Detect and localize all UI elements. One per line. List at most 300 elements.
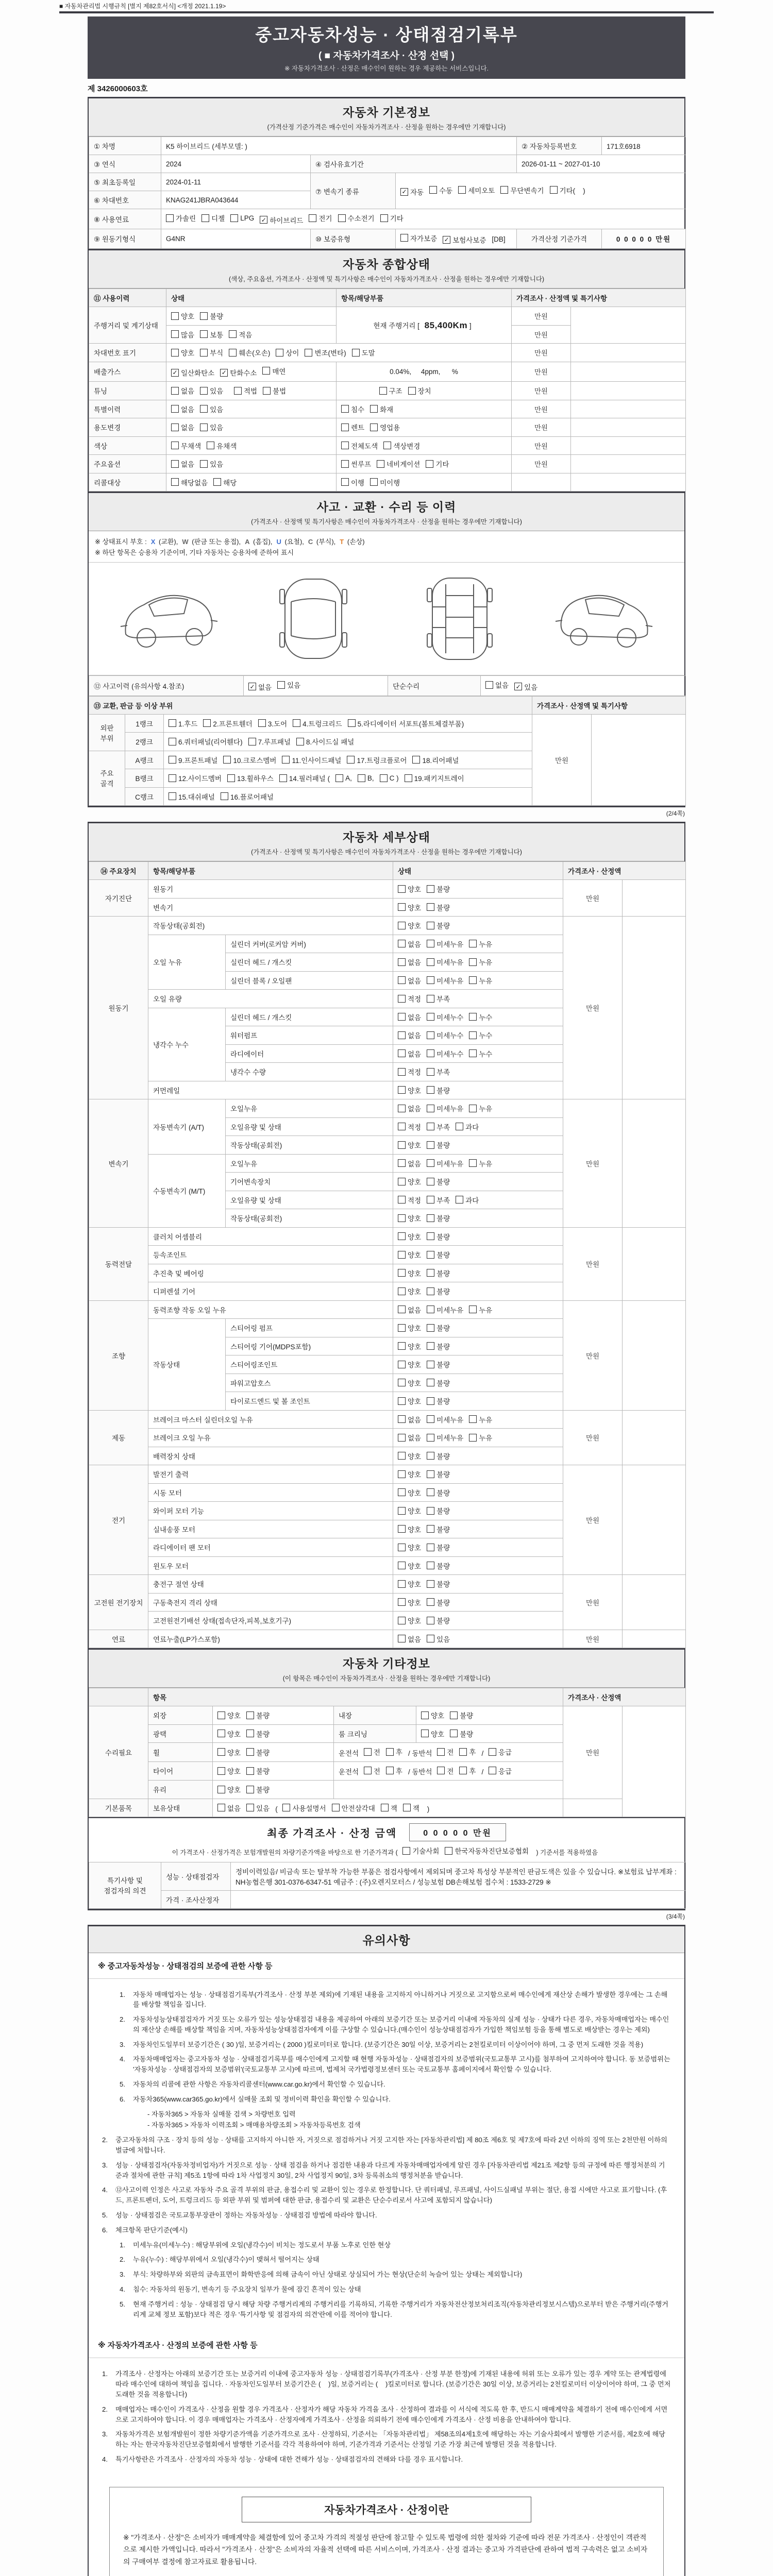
checkbox-option[interactable]: [485, 680, 509, 690]
checkbox-option[interactable]: [429, 185, 452, 195]
checkbox-label: 불량: [436, 1251, 450, 1259]
checkbox-option[interactable]: [427, 1213, 450, 1223]
checkbox-option[interactable]: [421, 1710, 444, 1720]
checkbox-option[interactable]: [427, 1615, 450, 1625]
checkbox-option[interactable]: [398, 1030, 421, 1040]
checkbox-option[interactable]: [469, 1048, 492, 1059]
form-cell: 정비이력있음/ 비금속 또는 탈부착 가능한 부품은 점검사항에서 제외되며 중고차 특성상 부분적인 판금도색은 있을 수 있습니다. ※보험료 납부계좌 : NH농협은행 301-0376-6347-51 예금주 : (주)오렌지모터스 / 성능보험 DB손해보험 접수처 : 1533-2729 ※: [231, 1862, 686, 1890]
checkbox-icon: [217, 1730, 225, 1737]
checkbox-option[interactable]: [169, 718, 197, 728]
checkbox-icon: [427, 1068, 434, 1076]
checkbox-option[interactable]: [427, 1231, 450, 1242]
checkbox-option[interactable]: [282, 755, 341, 765]
form-cell: 기어변속장치: [226, 1173, 393, 1191]
checkbox-option[interactable]: [171, 459, 194, 469]
checkbox-label: 색상변경: [393, 442, 421, 450]
checkbox-option[interactable]: [427, 1122, 450, 1132]
checkbox-option[interactable]: [221, 791, 274, 802]
checkbox-option[interactable]: [171, 422, 194, 432]
checkbox-label: 불량: [436, 1526, 450, 1534]
checkbox-option[interactable]: [398, 1634, 421, 1644]
checkbox-icon: [427, 1196, 434, 1204]
checkbox-option[interactable]: [427, 1158, 463, 1168]
checkbox-option[interactable]: [445, 1845, 528, 1856]
checkbox-option[interactable]: [398, 1158, 421, 1168]
checkbox-option[interactable]: [426, 459, 449, 469]
checkbox-option[interactable]: [427, 1030, 463, 1040]
checkbox-option[interactable]: [550, 185, 585, 195]
other-info-subtitle: (이 항목은 매수인이 자동차가격조사 · 산정을 원하는 경우에만 기재합니다): [282, 1675, 491, 1682]
checkbox-group-cell: [166, 307, 337, 326]
form-cell: 특기사항 및 점검자의 의견: [89, 1862, 161, 1908]
checkbox-option[interactable]: [370, 422, 400, 432]
checkbox-label: 불량: [436, 904, 450, 912]
checkbox-option[interactable]: [398, 920, 421, 930]
checkbox-option[interactable]: [246, 1710, 270, 1720]
checkbox-option[interactable]: [427, 1268, 450, 1278]
form-cell: 만원: [512, 455, 571, 473]
checkbox-option[interactable]: [380, 774, 399, 782]
checkbox-option[interactable]: [309, 213, 332, 223]
checkbox-option[interactable]: [398, 1524, 421, 1534]
form-cell: 만원: [512, 344, 571, 362]
checkbox-option[interactable]: [427, 957, 463, 967]
checkbox-option[interactable]: [341, 440, 378, 451]
checkbox-option[interactable]: [427, 1378, 450, 1388]
checkbox-option[interactable]: [437, 1766, 453, 1776]
checkbox-option[interactable]: [427, 1487, 450, 1498]
checkbox-option[interactable]: [412, 755, 459, 765]
checkbox-option[interactable]: [364, 1747, 380, 1757]
checkbox-option[interactable]: [335, 774, 352, 782]
checkbox-label: 양호: [408, 1398, 422, 1405]
checkbox-option[interactable]: [427, 1286, 450, 1296]
checkbox-option[interactable]: [246, 1766, 270, 1776]
checkbox-option[interactable]: [469, 939, 492, 949]
checkbox-option[interactable]: [380, 213, 404, 223]
checkbox-option[interactable]: [398, 1597, 421, 1607]
form-cell: [512, 473, 571, 492]
checkbox-option[interactable]: [402, 1845, 439, 1856]
checkbox-option[interactable]: [427, 939, 463, 949]
checkbox-option[interactable]: [400, 187, 424, 197]
checkbox-option[interactable]: [386, 1747, 402, 1757]
checkbox-option[interactable]: [347, 755, 407, 765]
checkbox-option[interactable]: [427, 1524, 450, 1534]
checkbox-option[interactable]: [246, 1784, 270, 1794]
checkbox-option[interactable]: [427, 993, 450, 1004]
checkbox-icon: [427, 1159, 434, 1167]
checkbox-option[interactable]: [458, 185, 495, 195]
checkbox-label: 후: [469, 1767, 476, 1775]
checkbox-option[interactable]: [427, 1323, 450, 1333]
checkbox-option[interactable]: [227, 773, 274, 783]
checkbox-option[interactable]: [398, 1304, 421, 1315]
checkbox-option[interactable]: [398, 1140, 421, 1150]
checkbox-option[interactable]: [427, 1304, 463, 1315]
checkbox-option[interactable]: [427, 1542, 450, 1552]
checkbox-option[interactable]: [229, 347, 270, 358]
checkbox-option[interactable]: [427, 1249, 450, 1260]
checkbox-option[interactable]: [398, 1176, 421, 1187]
checkbox-option[interactable]: [427, 1103, 463, 1113]
checkbox-option[interactable]: [459, 1766, 476, 1776]
cell-text: 이 가격조사 · 산정가격은 보험개발원의 차량기준가액을 바탕으로 한 기준가격과 (: [172, 1849, 400, 1856]
checkbox-option[interactable]: [398, 1615, 421, 1625]
checkbox-label: 불량: [256, 1712, 270, 1720]
checkbox-option[interactable]: [427, 1634, 450, 1644]
checkbox-option[interactable]: [398, 957, 421, 967]
device-group-label: 동력전달: [89, 1227, 148, 1300]
checkbox-option[interactable]: [398, 1451, 421, 1461]
checkbox-icon: [398, 1507, 406, 1515]
checkbox-icon: [398, 1470, 406, 1478]
checkbox-option[interactable]: [398, 1231, 421, 1242]
checkbox-option[interactable]: [398, 902, 421, 912]
checkbox-option[interactable]: [398, 939, 421, 949]
checkbox-group-cell: [393, 1099, 563, 1118]
checkbox-option[interactable]: [370, 477, 400, 487]
checkbox-option[interactable]: [427, 1451, 450, 1461]
checkbox-option[interactable]: [248, 736, 291, 747]
checkbox-option[interactable]: [234, 385, 257, 396]
checkbox-label: 양호: [408, 922, 422, 930]
checkbox-icon: [427, 1544, 434, 1551]
checkbox-option[interactable]: [364, 1766, 380, 1776]
checkbox-option[interactable]: [398, 1487, 421, 1498]
checkbox-option[interactable]: [200, 459, 223, 469]
checkbox-option[interactable]: [171, 477, 208, 487]
checkbox-option[interactable]: [405, 773, 464, 783]
checkbox-option[interactable]: [398, 1341, 421, 1351]
checkbox-option[interactable]: [341, 459, 371, 469]
checkbox-label: 가솔린: [176, 215, 196, 223]
checkbox-option[interactable]: [427, 1432, 463, 1443]
checkbox-option[interactable]: [403, 1803, 419, 1813]
checkbox-option[interactable]: [341, 404, 364, 414]
checkbox-option[interactable]: [398, 1561, 421, 1571]
checkbox-option[interactable]: [348, 718, 464, 728]
checkbox-option[interactable]: [427, 1561, 450, 1571]
checkbox-option[interactable]: [421, 1728, 444, 1739]
checkbox-option[interactable]: [450, 1710, 473, 1720]
checkbox-option[interactable]: [456, 1122, 479, 1132]
checkbox-icon: [398, 1342, 406, 1350]
checkbox-option[interactable]: [398, 1268, 421, 1278]
checkbox-option[interactable]: [469, 1103, 492, 1113]
checkbox-option[interactable]: [352, 347, 375, 358]
checkbox-option[interactable]: [200, 329, 223, 340]
checkbox-label: 응급: [498, 1749, 512, 1756]
checkbox-option[interactable]: [450, 1728, 473, 1739]
checkbox-option[interactable]: [332, 1803, 375, 1813]
checkbox-label: 디젤: [211, 215, 225, 223]
notice-item-text: 자동차가격은 보험개발원이 정한 차량기준가액을 기준가격으로 조사 · 산정하되, 기준서는 「자동차관리법」 제58조의4제1호에 해당하는 자는 기술사회에서 발행한 기준서를, 제2호에 해당하는 자는 한국자동차진단보증협회에서 발행한 기준서를 각각 적용하여야 하며, 기준가격과 기준서는 산정일 기준 가장 최근에 발행된 것을 적용합니다.: [115, 2430, 666, 2449]
checkbox-option[interactable]: [217, 1747, 241, 1757]
checkbox-option[interactable]: [217, 1766, 241, 1776]
checkbox-option[interactable]: [171, 385, 194, 396]
checkbox-option[interactable]: [171, 440, 201, 451]
checkbox-option[interactable]: [217, 1803, 241, 1813]
checkbox-label: 훼손(오손): [239, 349, 271, 357]
checkbox-option[interactable]: [469, 975, 492, 986]
checkbox-option[interactable]: [469, 1432, 492, 1443]
device-group-label: 변속기: [89, 1099, 148, 1228]
checkbox-option[interactable]: [377, 459, 420, 469]
checkbox-option[interactable]: [258, 718, 287, 728]
checkbox-label: 양호: [408, 1617, 422, 1625]
checkbox-option[interactable]: [293, 718, 342, 728]
checkbox-label: 양호: [408, 1142, 422, 1149]
checkbox-option[interactable]: [456, 1195, 479, 1205]
checkbox-option[interactable]: [427, 1176, 450, 1187]
checkbox-icon: [263, 387, 271, 395]
notice-item-text: 체크항목 판단기준(예시): [115, 2226, 188, 2234]
checkbox-label: 후: [395, 1749, 402, 1756]
checkbox-icon: [335, 774, 343, 782]
checkbox-label: 침수: [351, 405, 365, 414]
checkbox-option[interactable]: [514, 682, 537, 692]
checkbox-option[interactable]: [171, 311, 194, 321]
checkbox-icon: [469, 1049, 477, 1057]
checkbox-option[interactable]: [398, 1323, 421, 1333]
checkbox-option[interactable]: [469, 1158, 492, 1168]
checkbox-option[interactable]: [379, 385, 402, 396]
checkbox-option[interactable]: [171, 329, 194, 340]
checkbox-option[interactable]: [427, 1195, 450, 1205]
checkbox-option[interactable]: [338, 213, 375, 223]
checkbox-option[interactable]: [200, 422, 223, 432]
notice-item-number: 1.: [120, 2241, 125, 2249]
checkbox-option[interactable]: [263, 385, 286, 396]
section-accident-history: [88, 493, 685, 807]
checkbox-option[interactable]: [427, 1579, 450, 1589]
special-notes-table: [89, 1862, 686, 1909]
form-cell: ⑦ 변속기 종류: [311, 173, 396, 209]
checkbox-label: 누유: [479, 1306, 493, 1314]
checkbox-option[interactable]: [246, 1803, 270, 1813]
checkbox-option[interactable]: [248, 682, 272, 692]
checkbox-option[interactable]: [398, 1122, 421, 1132]
checkbox-label: 미세누유: [436, 1160, 464, 1168]
checkbox-label: 안전삼각대: [341, 1804, 375, 1812]
checkbox-option[interactable]: [220, 367, 257, 378]
checkbox-option[interactable]: [398, 1396, 421, 1406]
checkbox-option[interactable]: [398, 1378, 421, 1388]
checkbox-icon: [364, 1748, 372, 1756]
notes-cell: [623, 917, 686, 1099]
checkbox-option[interactable]: [370, 404, 393, 414]
checkbox-option[interactable]: [427, 1414, 463, 1425]
checkbox-option[interactable]: [171, 367, 214, 378]
form-cell: 2024-01-11: [161, 173, 311, 191]
checkbox-option[interactable]: [400, 233, 437, 243]
checkbox-option[interactable]: [398, 1579, 421, 1589]
price-cell: 만원: [563, 880, 623, 917]
checkbox-checked-icon: ✓: [443, 236, 450, 244]
checkbox-option[interactable]: [398, 1085, 421, 1095]
checkbox-option[interactable]: [427, 975, 463, 986]
checkbox-option[interactable]: [276, 347, 299, 358]
checkbox-label: 2.프론트휀더: [213, 720, 253, 728]
checkbox-option[interactable]: [427, 1359, 450, 1369]
checkbox-option[interactable]: [398, 1213, 421, 1223]
checkbox-option[interactable]: [381, 1803, 397, 1813]
checkbox-option[interactable]: [398, 1048, 421, 1059]
checkbox-option[interactable]: [427, 1085, 450, 1095]
checkbox-option[interactable]: [201, 213, 225, 223]
checkbox-icon: [377, 460, 384, 468]
checkbox-option[interactable]: [279, 773, 330, 783]
checkbox-option[interactable]: [427, 884, 450, 894]
checkbox-option[interactable]: [398, 1432, 421, 1443]
checkbox-option[interactable]: [166, 213, 196, 223]
checkbox-icon: [469, 1105, 477, 1112]
checkbox-option[interactable]: [200, 404, 223, 414]
checkbox-option[interactable]: [427, 1469, 450, 1479]
checkbox-option[interactable]: [169, 755, 217, 765]
checkbox-option[interactable]: [171, 404, 194, 414]
checkbox-icon: [427, 1141, 434, 1149]
checkbox-option[interactable]: [408, 385, 431, 396]
checkbox-option[interactable]: [500, 185, 544, 195]
checkbox-option[interactable]: [200, 385, 223, 396]
checkbox-icon: [398, 1562, 406, 1569]
form-cell: 클러치 어셈블리: [148, 1227, 393, 1246]
checkbox-option[interactable]: [398, 1012, 421, 1022]
checkbox-option[interactable]: [398, 1359, 421, 1369]
form-cell: 만원: [532, 714, 592, 806]
checkbox-option[interactable]: [398, 1542, 421, 1552]
checkbox-option[interactable]: [427, 1396, 450, 1406]
checkbox-group-cell: [393, 1154, 563, 1173]
checkbox-option[interactable]: [398, 1066, 421, 1077]
checkbox-option[interactable]: [469, 1012, 492, 1022]
checkbox-icon: [427, 976, 434, 984]
checkbox-option[interactable]: [200, 311, 223, 321]
checkbox-option[interactable]: [469, 1030, 492, 1040]
checkbox-option[interactable]: [427, 1597, 450, 1607]
cell-text: / 동반석: [408, 1768, 434, 1776]
checkbox-option[interactable]: [469, 1304, 492, 1315]
checkbox-option[interactable]: [171, 347, 194, 358]
checkbox-option[interactable]: [230, 214, 254, 222]
checkbox-icon: [427, 885, 434, 893]
checkbox-option[interactable]: [459, 1747, 476, 1757]
checkbox-option[interactable]: [200, 347, 223, 358]
checkbox-label: 양호: [408, 904, 422, 912]
checkbox-option[interactable]: [296, 736, 354, 747]
checkbox-icon: [398, 1068, 406, 1076]
checkbox-option[interactable]: [427, 1048, 463, 1059]
checkbox-icon: [348, 719, 356, 727]
checkbox-option[interactable]: [203, 718, 252, 728]
notice-item-text: 성능 · 상태점검자(자동차정비업자)가 거짓으로 성능 · 상태 점검을 하거나 점검한 내용과 다르게 자동차매매업자에게 알린 경우 [자동차관리법 제21조 제2항 등의 규정에 따른 행정처분의 기준과 절차에 관한 규칙] 제5조 1항에 따라 1차 사업정지 30일, 2차 사업정지 90일, 3차 등록취소의 행정처분을 받습니다.: [115, 2161, 665, 2179]
checkbox-label: 응급: [498, 1767, 512, 1775]
checkbox-option[interactable]: [260, 215, 303, 225]
checkbox-option[interactable]: [489, 1766, 512, 1776]
checkbox-option[interactable]: [341, 422, 364, 432]
checkbox-option[interactable]: [427, 1140, 450, 1150]
checkbox-option[interactable]: [213, 477, 237, 487]
checkbox-label: 부족: [436, 1196, 450, 1205]
checkbox-option[interactable]: [398, 1249, 421, 1260]
checkbox-option[interactable]: [398, 993, 421, 1004]
checkbox-option[interactable]: [427, 1012, 463, 1022]
notice-item-number: 6.: [102, 2226, 108, 2234]
form-cell: 작동상태(공회전): [226, 1136, 393, 1155]
checkbox-option[interactable]: [217, 1784, 241, 1794]
checkbox-option[interactable]: [437, 1747, 453, 1757]
checkbox-option[interactable]: [277, 680, 300, 690]
checkbox-option[interactable]: [262, 366, 285, 376]
checkbox-option[interactable]: [489, 1747, 512, 1757]
checkbox-option[interactable]: [443, 234, 486, 245]
notice-item-number: 3.: [102, 2430, 108, 2438]
checkbox-option[interactable]: [469, 957, 492, 967]
checkbox-group-cell: [337, 418, 512, 437]
checkbox-option[interactable]: [207, 440, 237, 451]
checkbox-label: 미세누유: [436, 1306, 464, 1314]
checkbox-option[interactable]: [398, 1469, 421, 1479]
checkbox-option[interactable]: [398, 1195, 421, 1205]
checkbox-option[interactable]: [383, 440, 420, 451]
checkbox-option[interactable]: [398, 1505, 421, 1516]
checkbox-icon: [427, 1123, 434, 1130]
checkbox-option[interactable]: [398, 1286, 421, 1296]
checkbox-option[interactable]: [398, 884, 421, 894]
checkbox-icon: [217, 1804, 225, 1811]
checkbox-option[interactable]: [223, 755, 276, 765]
detail-state-table: [89, 861, 686, 1648]
checkbox-option[interactable]: [217, 1710, 241, 1720]
checkbox-option[interactable]: [229, 329, 252, 340]
checkbox-label: 불량: [436, 1269, 450, 1278]
checkbox-group-cell: [334, 1743, 563, 1762]
form-cell: [334, 1781, 563, 1799]
checkbox-option[interactable]: [427, 902, 450, 912]
checkbox-option[interactable]: [469, 1414, 492, 1425]
checkbox-label: 누유: [479, 1160, 493, 1168]
checkbox-group-cell: [393, 1173, 563, 1191]
checkbox-option[interactable]: [427, 920, 450, 930]
checkbox-option[interactable]: [427, 1505, 450, 1516]
checkbox-option[interactable]: [217, 1728, 241, 1739]
checkbox-option[interactable]: [282, 1803, 326, 1813]
form-cell: 가격조사 · 산정액 및 특기사항: [512, 289, 686, 307]
checkbox-option[interactable]: [169, 791, 215, 802]
checkbox-option[interactable]: [398, 1414, 421, 1425]
checkbox-option[interactable]: [305, 347, 346, 358]
checkbox-option[interactable]: [341, 477, 364, 487]
checkbox-option[interactable]: [358, 774, 374, 782]
checkbox-icon: [380, 774, 388, 782]
checkbox-option[interactable]: [398, 975, 421, 986]
checkbox-option[interactable]: [427, 1066, 450, 1077]
checkbox-option[interactable]: [246, 1747, 270, 1757]
checkbox-option[interactable]: [169, 773, 222, 783]
checkbox-option[interactable]: [427, 1341, 450, 1351]
notice-title: 유의사항: [362, 1933, 411, 1947]
checkbox-label: 불량: [436, 1325, 450, 1332]
checkbox-option[interactable]: [386, 1766, 402, 1776]
form-cell: ⑧ 사용연료: [89, 209, 161, 229]
section-overall-state: [88, 250, 685, 493]
checkbox-option[interactable]: [246, 1728, 270, 1739]
checkbox-option[interactable]: [398, 1103, 421, 1113]
state-code-desc: (부식),: [314, 538, 336, 546]
checkbox-option[interactable]: [169, 736, 243, 747]
